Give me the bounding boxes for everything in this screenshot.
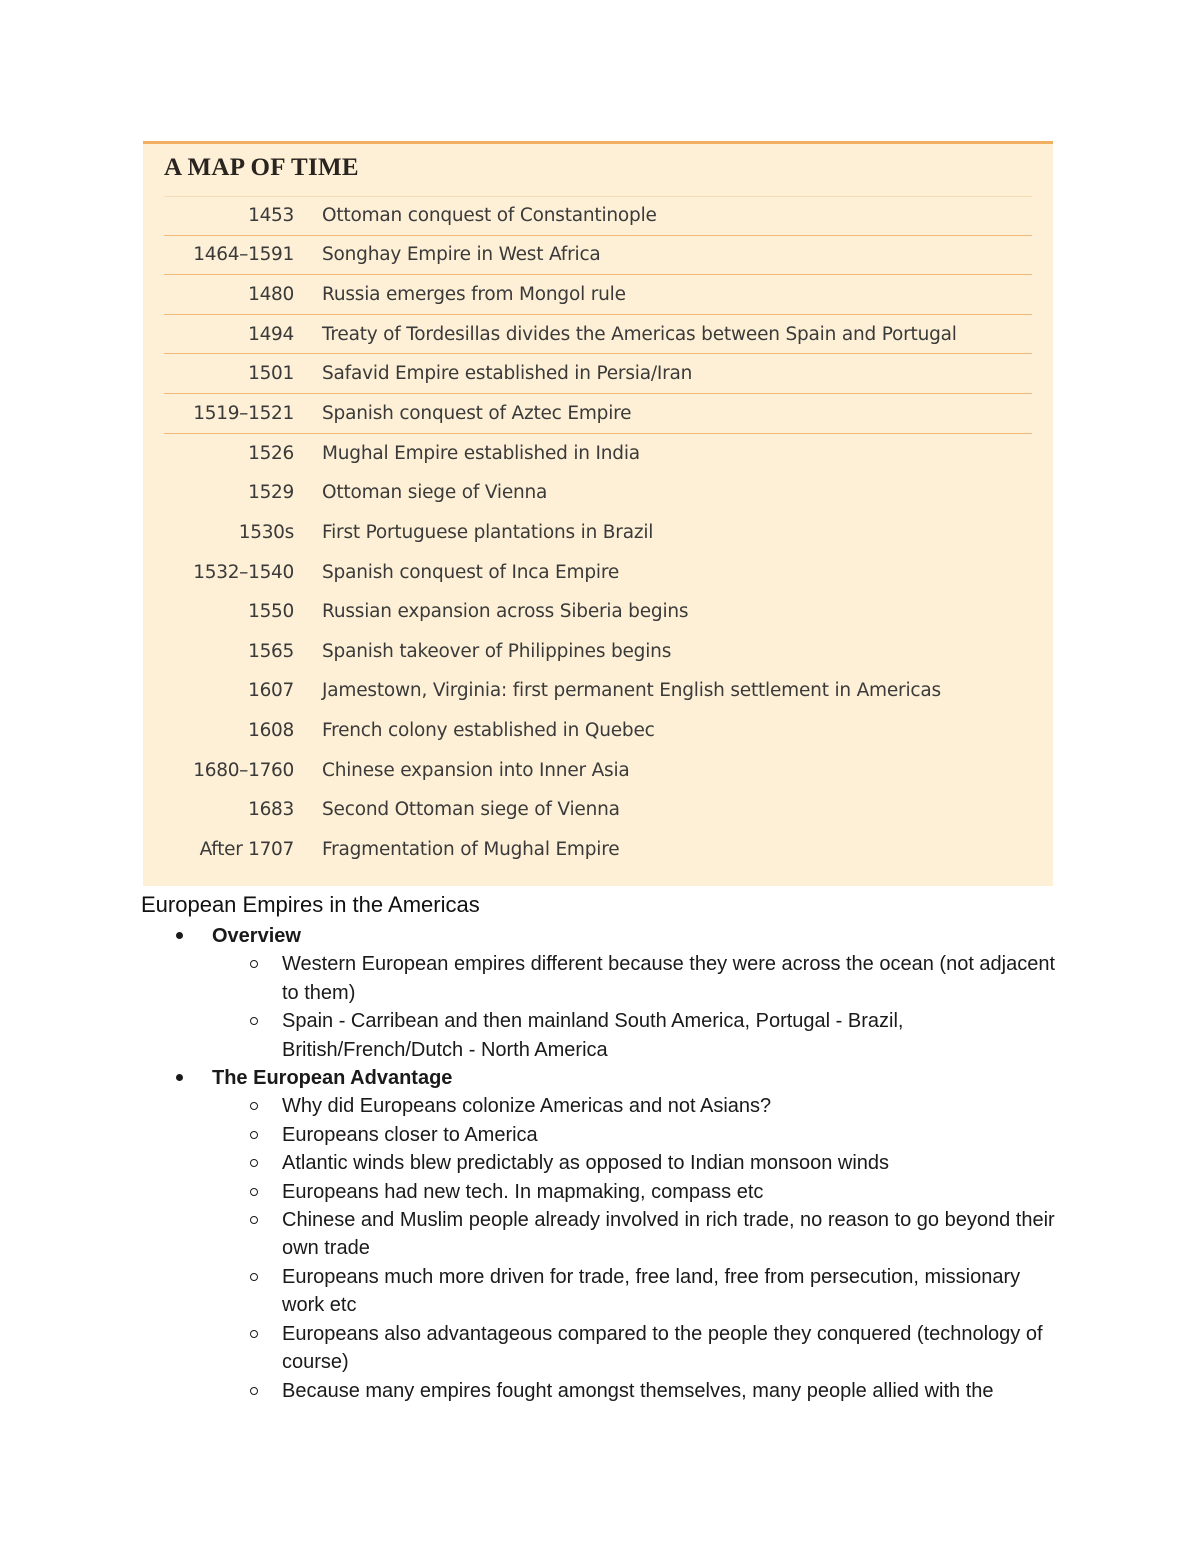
topic-item — [0, 1064, 1200, 1405]
sub-item — [212, 1007, 1062, 1064]
timeline-row — [164, 315, 1032, 355]
timeline-row — [164, 592, 1032, 632]
timeline-row — [164, 513, 1032, 553]
timeline-date: 1530s — [238, 522, 294, 544]
timeline-event: Spanish conquest of Inca Empire — [322, 561, 620, 583]
timeline-event: Jamestown, Virginia: first permanent English settlement in Americas — [322, 680, 941, 702]
timeline-date: 1565 — [248, 640, 294, 662]
section-heading: European Empires in the Americas — [141, 892, 480, 917]
hollow-bullet-icon — [250, 1017, 258, 1025]
sub-item-text: Chinese and Muslim people already involved in rich trade, no reason to go beyond their own trade — [282, 1209, 1055, 1260]
timeline-date: 1683 — [248, 799, 294, 821]
sub-item — [212, 1206, 1062, 1263]
timeline-date: 1680–1760 — [193, 759, 294, 781]
hollow-bullet-icon — [250, 1131, 258, 1139]
hollow-bullet-icon — [250, 1216, 258, 1224]
timeline-date: 1608 — [248, 720, 294, 742]
sub-item-text: Western European empires different because they were across the ocean (not adjacent to them) — [282, 953, 1056, 1004]
timeline-event: French colony established in Quebec — [322, 720, 655, 742]
timeline-date: After 1707 — [199, 838, 294, 860]
timeline-event: Fragmentation of Mughal Empire — [322, 838, 620, 860]
notes-list — [0, 922, 1200, 1405]
timeline-date: 1480 — [248, 283, 294, 305]
timeline-row — [164, 632, 1032, 672]
timeline-date: 1453 — [248, 205, 294, 227]
sub-list — [212, 950, 1200, 1064]
timeline-row — [164, 830, 1032, 870]
hollow-bullet-icon — [250, 1188, 258, 1196]
sub-item-text: Spain - Carribean and then mainland South America, Portugal - Brazil, British/French/Dutch - North America — [282, 1010, 904, 1061]
sub-item-text: Why did Europeans colonize Americas and not Asians? — [282, 1095, 772, 1118]
timeline-title: A MAP OF TIME — [164, 154, 359, 181]
timeline-event: First Portuguese plantations in Brazil — [322, 522, 654, 544]
filled-bullet-icon — [176, 1074, 183, 1081]
hollow-bullet-icon — [250, 1159, 258, 1167]
sub-item-text: Because many empires fought amongst themselves, many people allied with the — [282, 1379, 994, 1402]
timeline-row — [164, 473, 1032, 513]
timeline-date: 1464–1591 — [193, 244, 294, 266]
filled-bullet-icon — [176, 932, 183, 939]
sub-item — [212, 1263, 1062, 1320]
sub-item-text: Atlantic winds blew predictably as opposed to Indian monsoon winds — [282, 1152, 890, 1175]
sub-item-text: Europeans much more driven for trade, free land, free from persecution, missionary work etc — [282, 1265, 1021, 1317]
timeline-row — [164, 275, 1032, 315]
timeline-event: Ottoman siege of Vienna — [322, 482, 548, 504]
sub-item — [212, 1092, 1062, 1120]
sub-item — [212, 1121, 1062, 1149]
timeline-event: Mughal Empire established in India — [322, 442, 640, 464]
timeline-date: 1532–1540 — [193, 561, 294, 583]
timeline-event: Spanish takeover of Philippines begins — [322, 640, 672, 662]
timeline-event: Spanish conquest of Aztec Empire — [322, 402, 632, 424]
timeline-row — [164, 434, 1032, 474]
timeline-date: 1501 — [248, 363, 294, 385]
sub-item-text: Europeans also advantageous compared to the people they conquered (technology of course) — [282, 1322, 1043, 1374]
timeline-list — [164, 196, 1032, 869]
timeline-event: Chinese expansion into Inner Asia — [322, 759, 630, 781]
timeline-row — [164, 394, 1032, 434]
hollow-bullet-icon — [250, 1330, 258, 1338]
timeline-date: 1607 — [248, 680, 294, 702]
timeline-date: 1529 — [248, 482, 294, 504]
sub-item — [212, 1377, 1062, 1405]
timeline-date: 1526 — [248, 442, 294, 464]
sub-item-text: Europeans had new tech. In mapmaking, compass etc — [282, 1180, 764, 1203]
timeline-event: Ottoman conquest of Constantinople — [322, 205, 657, 227]
sub-item-text: Europeans closer to America — [282, 1123, 538, 1146]
timeline-date: 1494 — [248, 323, 294, 345]
topic-label: The European Advantage — [212, 1067, 453, 1090]
timeline-date: 1550 — [248, 601, 294, 623]
sub-list — [212, 1092, 1200, 1404]
hollow-bullet-icon — [250, 1273, 258, 1281]
sub-item — [212, 1149, 1062, 1177]
timeline-date: 1519–1521 — [193, 402, 294, 424]
sub-item — [212, 1320, 1062, 1377]
timeline-event: Songhay Empire in West Africa — [322, 244, 601, 266]
timeline-row — [164, 196, 1032, 236]
timeline-row — [164, 236, 1032, 276]
hollow-bullet-icon — [250, 1102, 258, 1110]
timeline-row — [164, 750, 1032, 790]
topic-item — [0, 922, 1200, 1064]
timeline-row — [164, 354, 1032, 394]
timeline-row — [164, 671, 1032, 711]
hollow-bullet-icon — [250, 960, 258, 968]
sub-item — [212, 1178, 1062, 1206]
hollow-bullet-icon — [250, 1387, 258, 1395]
timeline-row — [164, 790, 1032, 830]
sub-item — [212, 950, 1062, 1007]
timeline-row — [164, 552, 1032, 592]
timeline-event: Second Ottoman siege of Vienna — [322, 799, 620, 821]
timeline-event: Treaty of Tordesillas divides the Americas between Spain and Portugal — [322, 323, 957, 345]
timeline-event: Safavid Empire established in Persia/Iran — [322, 363, 693, 385]
timeline-event: Russian expansion across Siberia begins — [322, 601, 689, 623]
timeline-box — [143, 141, 1053, 886]
topic-label: Overview — [212, 925, 301, 947]
timeline-row — [164, 711, 1032, 751]
timeline-event: Russia emerges from Mongol rule — [322, 283, 626, 305]
